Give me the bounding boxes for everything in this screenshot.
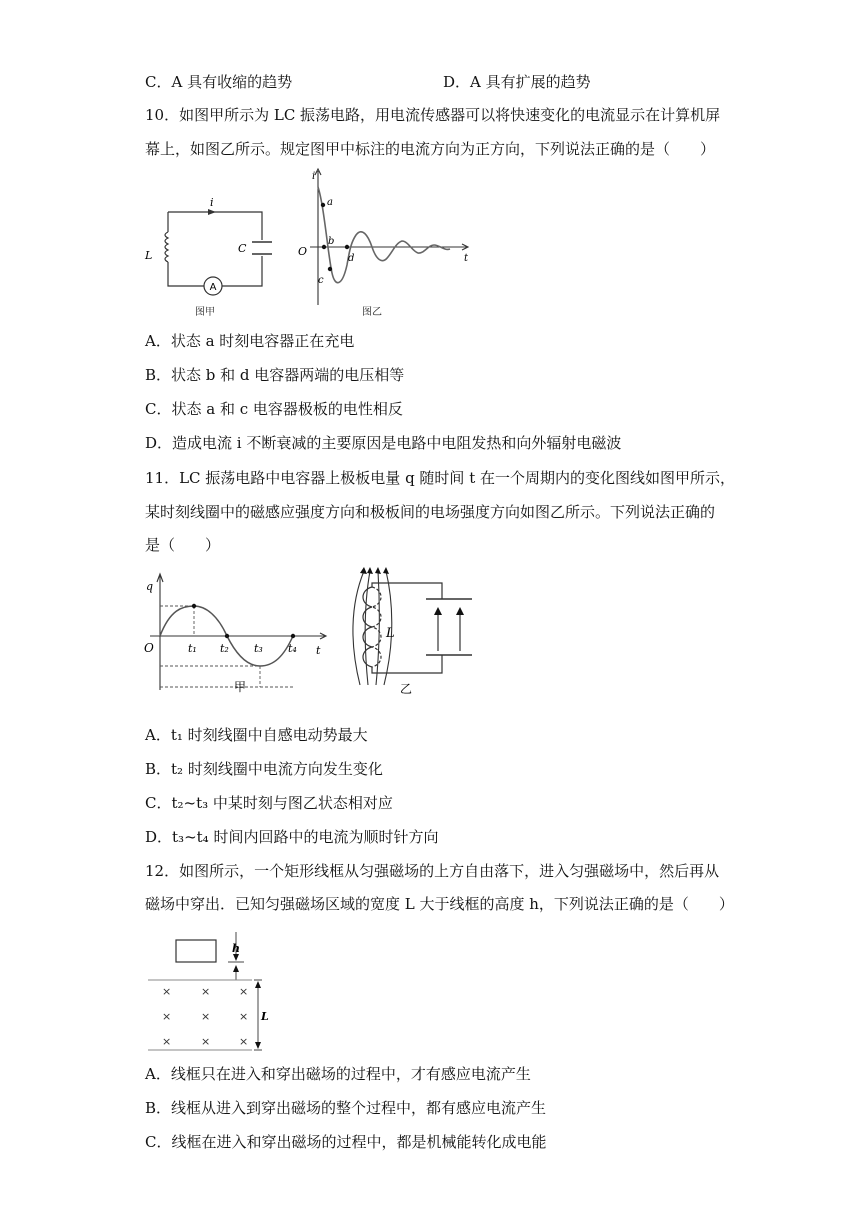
svg-text:×: × — [162, 1010, 172, 1023]
q10-stem-line1: 10．如图甲所示为 LC 振荡电路，用电流传感器可以将快速变化的电流显示在计算机屏 — [145, 106, 721, 124]
label-c: c — [318, 275, 324, 286]
h-label: h — [232, 942, 240, 955]
q11-stem-line2: 某时刻线圈中的磁感应强度方向和极板间的电场强度方向如图乙所示。下列说法正确的 — [145, 503, 716, 521]
t3-label: t₃ — [254, 642, 263, 655]
q12-option-b: B．线框从进入到穿出磁场的整个过程中，都有感应电流产生 — [145, 1099, 547, 1117]
q12-option-c: C．线框在进入和穿出磁场的过程中，都是机械能转化成电能 — [145, 1133, 547, 1151]
t1-label: t₁ — [188, 642, 197, 655]
q10-option-d: D．造成电流 i 不断衰减的主要原因是电路中电阻发热和向外辐射电磁波 — [145, 434, 622, 452]
svg-text:×: × — [162, 1035, 172, 1048]
axis-t-label: t — [464, 253, 469, 264]
q10-figure-circuit — [140, 170, 280, 320]
q11-figure-lc-circuit — [340, 565, 480, 695]
svg-text:×: × — [201, 1035, 211, 1048]
capacitor-label: C — [238, 242, 247, 255]
svg-text:×: × — [239, 985, 249, 998]
ammeter-label: A — [209, 282, 217, 293]
q11-option-c: C．t₂~t₃ 中某时刻与图乙状态相对应 — [145, 794, 393, 812]
q11-option-d: D．t₃~t₄ 时间内回路中的电流为顺时针方向 — [145, 828, 439, 846]
t4-label: t₄ — [288, 642, 297, 655]
q11-figure-charge-graph — [140, 570, 340, 705]
coil-label: L — [386, 626, 395, 641]
inductor-label: L — [145, 249, 153, 262]
svg-text:×: × — [162, 985, 172, 998]
current-arrow-icon — [208, 209, 216, 215]
axis-q-label: q — [146, 580, 154, 593]
q11-stem-line3: 是（ ） — [145, 536, 221, 554]
origin-label: O — [144, 641, 154, 655]
L-label: L — [261, 1010, 269, 1023]
q10-option-c: C．状态 a 和 c 电容器极板的电性相反 — [145, 400, 403, 418]
fig-caption-jia: 图甲 — [195, 307, 215, 318]
q9-option-d: D．A 具有扩展的趋势 — [443, 73, 591, 91]
fig-caption-yi: 图乙 — [362, 307, 382, 318]
field-arrows-icon — [360, 567, 389, 574]
axis-i-label: i — [312, 171, 316, 182]
point-c — [328, 267, 332, 271]
q12-stem-line2: 磁场中穿出．已知匀强磁场区域的宽度 L 大于线框的高度 h，下列说法正确的是（ ） — [145, 895, 734, 913]
point-a — [321, 203, 325, 207]
q10-option-b: B．状态 b 和 d 电容器两端的电压相等 — [145, 366, 405, 384]
point-b — [322, 245, 326, 249]
q12-option-a: A．线框只在进入和穿出磁场的过程中，才有感应电流产生 — [145, 1065, 531, 1083]
axis-t-label: t — [316, 644, 321, 657]
q11-stem-line1: 11．LC 振荡电路中电容器上极板电量 q 随时间 t 在一个周期内的变化图线如图甲所示， — [145, 469, 735, 487]
label-a: a — [327, 197, 333, 208]
label-b: b — [328, 236, 335, 247]
q10-figure-current-graph — [290, 165, 480, 320]
fig-caption-jia: 甲 — [233, 680, 247, 694]
t2-label: t₂ — [220, 642, 229, 655]
svg-text:×: × — [239, 1035, 249, 1048]
q12-figure-magnetic-field — [140, 928, 280, 1053]
q12-stem-line1: 12．如图所示，一个矩形线框从匀强磁场的上方自由落下，进入匀强磁场中，然后再从 — [145, 862, 720, 880]
current-label: i — [210, 196, 214, 209]
svg-text:×: × — [239, 1010, 249, 1023]
q11-option-b: B．t₂ 时刻线圈中电流方向发生变化 — [145, 760, 383, 778]
fig-caption-yi: 乙 — [399, 682, 413, 695]
wire-frame — [176, 940, 216, 962]
svg-text:×: × — [201, 1010, 211, 1023]
q10-stem-line2: 幕上，如图乙所示。规定图甲中标注的电流方向为正方向，下列说法正确的是（ ） — [145, 140, 716, 158]
q9-option-c: C．A 具有收缩的趋势 — [145, 73, 293, 91]
svg-text:×: × — [201, 985, 211, 998]
origin-label: O — [298, 245, 308, 258]
current-waveform — [318, 187, 450, 283]
point-d — [345, 245, 349, 249]
label-d: d — [348, 253, 355, 264]
q11-option-a: A．t₁ 时刻线圈中自感电动势最大 — [145, 726, 368, 744]
magnetic-field-crosses — [162, 985, 248, 1048]
q10-option-a: A．状态 a 时刻电容器正在充电 — [145, 332, 355, 350]
